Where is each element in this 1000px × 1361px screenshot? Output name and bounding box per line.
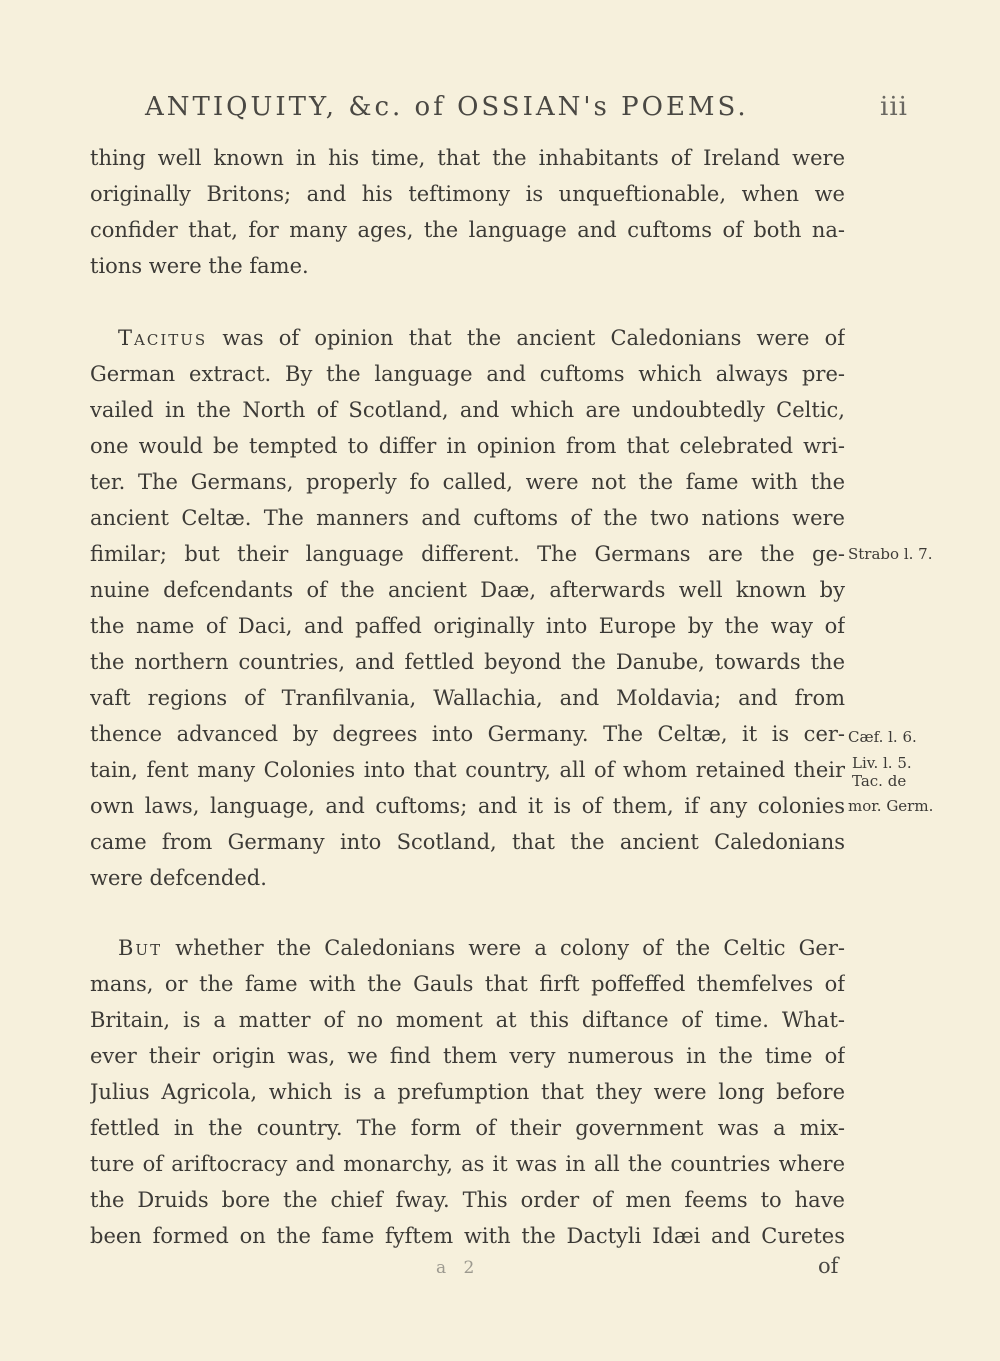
- text-line: one would be tempted to differ in opinion from that celebrated wri-: [90, 434, 845, 458]
- margin-note: Strabo l. 7.: [848, 545, 933, 563]
- lead-word: But: [118, 936, 163, 960]
- text-line: mans, or the fame with the Gauls that firft poffeffed themfelves of: [90, 972, 845, 996]
- text-line: nuine defcendants of the ancient Daæ, afterwards well known by: [90, 578, 845, 602]
- text-line: own laws, language, and cuftoms; and it is of them, if any colonies: [90, 794, 845, 818]
- text-line: were defcended.: [90, 866, 267, 890]
- text-line: ter. The Germans, properly fo called, were not the fame with the: [90, 470, 845, 494]
- text-line: been formed on the fame fyftem with the Dactyli Idæi and Curetes: [90, 1224, 845, 1248]
- text-line: the northern countries, and fettled beyond the Danube, towards the: [90, 650, 845, 674]
- text-line: tions were the fame.: [90, 254, 309, 278]
- text-line: tain, fent many Colonies into that country, all of whom retained their: [90, 758, 845, 782]
- margin-note: mor. Germ.: [848, 797, 934, 815]
- text-line: ancient Celtæ. The manners and cuftoms of the two nations were: [90, 506, 845, 530]
- text-line: [118, 320, 845, 356]
- text-line: confider that, for many ages, the language and cuftoms of both na-: [90, 218, 845, 242]
- text-line: fimilar; but their language different. The Germans are the ge-: [90, 542, 845, 566]
- text-line: German extract. By the language and cuftoms which always pre-: [90, 362, 845, 386]
- margin-note: Tac. de: [852, 772, 907, 790]
- text-line: Julius Agricola, which is a prefumption that they were long before: [90, 1080, 845, 1104]
- text-line: thing well known in his time, that the inhabitants of Ireland were: [90, 146, 845, 170]
- lead-word: Tacitus: [118, 326, 208, 350]
- line-text: was of opinion that the ancient Caledonians were of: [222, 326, 845, 350]
- margin-note: Liv. l. 5.: [852, 754, 912, 772]
- running-title: ANTIQUITY, &c. of OSSIAN's POEMS.: [145, 92, 749, 122]
- line-text: whether the Caledonians were a colony of the Celtic Ger-: [175, 936, 845, 960]
- page-number: iii: [880, 92, 908, 122]
- catchword: of: [818, 1254, 839, 1278]
- text-line: Britain, is a matter of no moment at this diftance of time. What-: [90, 1008, 845, 1032]
- text-line: fettled in the country. The form of their government was a mix-: [90, 1116, 845, 1140]
- signature-mark: a 2: [436, 1258, 481, 1278]
- text-line: originally Britons; and his teftimony is unqueftionable, when we: [90, 182, 845, 206]
- text-line: ever their origin was, we find them very numerous in the time of: [90, 1044, 845, 1068]
- text-line: came from Germany into Scotland, that the ancient Caledonians: [90, 830, 845, 854]
- text-line: ture of ariftocracy and monarchy, as it was in all the countries where: [90, 1152, 845, 1176]
- text-line: [118, 930, 845, 966]
- text-line: thence advanced by degrees into Germany. The Celtæ, it is cer-: [90, 722, 845, 746]
- text-line: the name of Daci, and paffed originally into Europe by the way of: [90, 614, 845, 638]
- text-line: vaft regions of Tranfilvania, Wallachia, and Moldavia; and from: [90, 686, 845, 710]
- margin-note: Cæf. l. 6.: [848, 728, 917, 746]
- text-line: the Druids bore the chief fway. This order of men feems to have: [90, 1188, 845, 1212]
- text-line: vailed in the North of Scotland, and which are undoubtedly Celtic,: [90, 398, 845, 422]
